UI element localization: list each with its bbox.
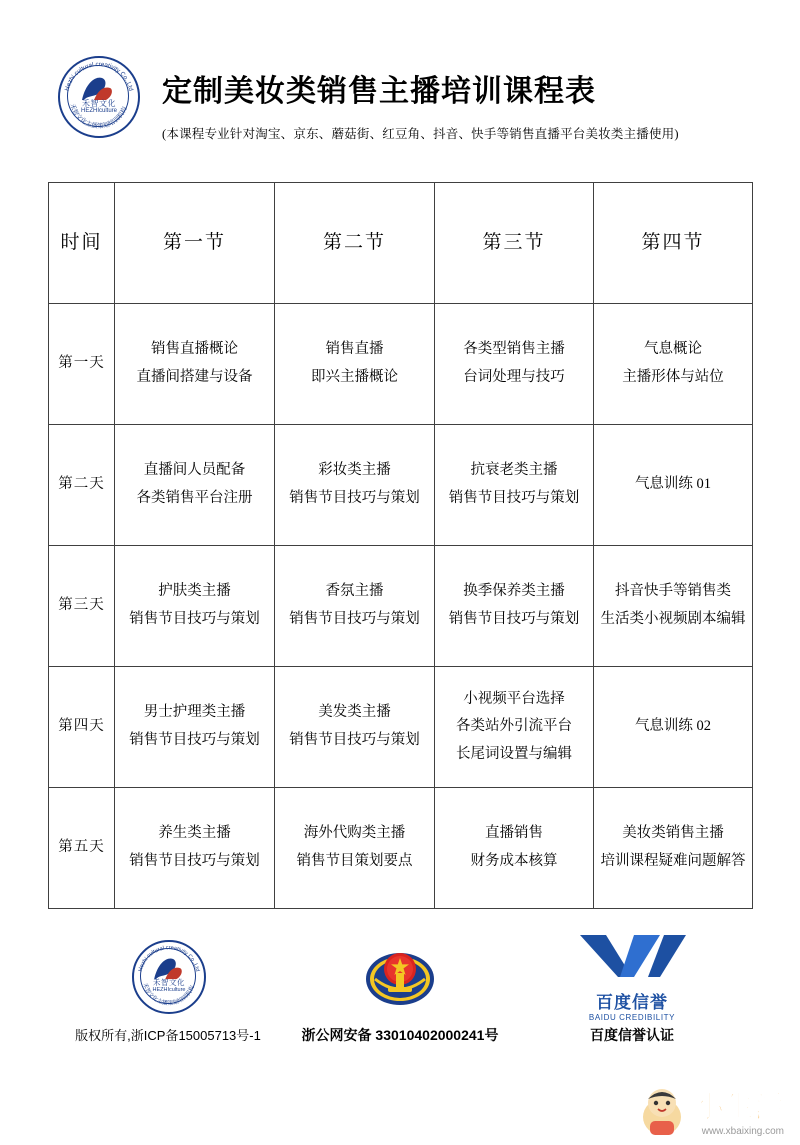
cell-line: 销售节目技巧与策划	[129, 853, 260, 869]
watermark-text-en: www.xbaixing.com	[701, 1126, 784, 1137]
row-day-label: 第四天	[49, 667, 115, 788]
schedule-table	[48, 182, 753, 909]
cell-line: 财务成本核算	[470, 853, 558, 869]
icp-license-text: 版权所有,浙ICP备15005713号-1	[75, 1028, 261, 1043]
table-row	[49, 667, 753, 788]
cell-line: 彩妆类主播	[318, 462, 391, 479]
footer-item-police	[284, 935, 516, 1045]
table-cell	[435, 788, 594, 909]
cell-line: 销售节目技巧与策划	[129, 611, 260, 627]
table-row	[49, 304, 753, 425]
table-cell	[275, 304, 435, 425]
cell-line: 美妆类销售主播	[622, 825, 724, 842]
baidu-mark-en: BAIDU CREDIBILITY	[588, 1012, 676, 1022]
svg-text:Hezhi cultural creativity Co.,: Hezhi cultural creativity Co.,Ltd	[137, 945, 201, 973]
svg-text:禾智文化主播策划培训机构: 禾智文化主播策划培训机构	[68, 102, 129, 131]
row-day-label: 第五天	[49, 788, 115, 909]
schedule-table-body	[49, 304, 753, 909]
baidu-mark-cn: 百度信誉	[596, 992, 668, 1012]
table-header-row	[49, 183, 753, 304]
table-cell	[435, 304, 594, 425]
cell-line: 各类型销售主播	[463, 341, 565, 358]
logo-arc-bottom-text	[134, 942, 204, 1012]
svg-text:禾智文化主播策划培训机构: 禾智文化主播策划培训机构	[141, 982, 196, 1007]
cell-line: 培训课程疑难问题解答	[600, 853, 746, 869]
cell-line: 气息训练 02	[634, 718, 712, 735]
baidu-credibility-icon	[557, 931, 707, 1022]
row-day-label: 第三天	[49, 546, 115, 667]
table-cell	[594, 667, 753, 788]
table-cell	[115, 304, 275, 425]
table-cell	[275, 425, 435, 546]
cell-line: 直播间人员配备	[143, 462, 246, 479]
cell-line: 各类站外引流平台	[456, 718, 572, 735]
cell-line: 销售节目技巧与策划	[289, 732, 420, 748]
cell-line: 气息概论	[644, 341, 702, 358]
cell-line: 长尾词设置与编辑	[456, 745, 572, 762]
table-cell	[435, 667, 594, 788]
logo-text-cn: 禾智文化	[153, 978, 185, 987]
cell-line: 台词处理与技巧	[463, 369, 565, 385]
column-header-period-1: 第一节	[115, 183, 275, 304]
title-block	[162, 52, 679, 142]
cell-line: 换季保养类主播	[463, 583, 565, 600]
cell-line: 直播间搭建与设备	[136, 369, 253, 385]
police-emblem-icon	[363, 939, 437, 1013]
cell-line: 男士护理类主播	[143, 704, 246, 721]
cell-line: 生活类小视频剧本编辑	[600, 611, 746, 627]
brand-logo	[52, 52, 144, 144]
page-subtitle: (本课程专业针对淘宝、京东、蘑菇街、红豆角、抖音、快手等销售直播平台美妆类主播使用)	[162, 127, 679, 141]
cell-line: 抖音快手等销售类	[615, 583, 731, 600]
cell-line: 销售节目技巧与策划	[289, 490, 420, 506]
table-cell	[435, 425, 594, 546]
row-day-label: 第二天	[49, 425, 115, 546]
logo-text-en: HEZHIculture	[80, 108, 117, 114]
logo-arc-bottom-text	[60, 58, 138, 136]
cell-line: 销售节目策划要点	[296, 853, 413, 869]
table-row	[49, 788, 753, 909]
logo-text-cn: 禾智文化	[82, 99, 116, 108]
table-row	[49, 425, 753, 546]
table-cell	[115, 546, 275, 667]
cell-line: 香氛主播	[325, 583, 384, 600]
table-row	[49, 546, 753, 667]
cell-line: 销售节目技巧与策划	[448, 490, 580, 506]
table-cell	[115, 667, 275, 788]
cell-line: 销售直播概论	[151, 341, 238, 358]
table-cell	[115, 425, 275, 546]
schedule-table-wrap	[48, 182, 752, 909]
page-header	[0, 0, 800, 144]
table-cell	[594, 788, 753, 909]
mascot-icon	[636, 1081, 688, 1137]
column-header-period-3: 第三节	[435, 183, 594, 304]
page-title: 定制美妆类销售主播培训课程表	[162, 75, 596, 108]
column-header-period-4: 第四节	[594, 183, 753, 304]
page-footer	[0, 935, 800, 1045]
table-cell	[275, 788, 435, 909]
cell-line: 气息训练 01	[634, 476, 712, 493]
hezhi-logo-icon	[58, 56, 140, 138]
cell-line: 直播销售	[485, 825, 543, 842]
hezhi-logo-icon	[132, 940, 204, 1012]
cell-line: 海外代购类主播	[303, 825, 406, 842]
column-header-period-2: 第二节	[275, 183, 435, 304]
cell-line: 主播形体与站位	[622, 369, 724, 385]
cell-line: 销售直播	[325, 341, 384, 358]
baidu-certification-text: 百度信誉认证	[590, 1027, 674, 1043]
table-cell	[115, 788, 275, 909]
cell-line: 抗衰老类主播	[470, 462, 558, 479]
column-header-time: 时间	[49, 183, 115, 304]
cell-line: 销售节目技巧与策划	[448, 611, 580, 627]
table-cell	[275, 546, 435, 667]
table-cell	[594, 546, 753, 667]
watermark-text-cn: 小生活	[694, 1091, 784, 1124]
cell-line: 销售节目技巧与策划	[289, 611, 420, 627]
footer-item-icp	[52, 935, 284, 1044]
police-license-text: 浙公网安备 33010402000241号	[301, 1027, 499, 1043]
table-cell	[594, 425, 753, 546]
row-day-label: 第一天	[49, 304, 115, 425]
cell-line: 各类销售平台注册	[136, 490, 253, 506]
logo-text-en: HEZHIculture	[152, 987, 186, 993]
cell-line: 即兴主播概论	[311, 369, 398, 385]
footer-item-baidu	[516, 935, 748, 1045]
site-watermark	[636, 1081, 784, 1137]
baidu-v-icon	[572, 931, 692, 981]
cell-line: 销售节目技巧与策划	[129, 732, 260, 748]
table-cell	[275, 667, 435, 788]
cell-line: 小视频平台选择	[463, 690, 565, 707]
cell-line: 养生类主播	[158, 825, 231, 842]
cell-line: 美发类主播	[318, 704, 391, 721]
table-cell	[594, 304, 753, 425]
table-cell	[435, 546, 594, 667]
cell-line: 护肤类主播	[158, 583, 231, 600]
svg-text:Hezhi cultural creativity Co.,: Hezhi cultural creativity Co.,Ltd	[63, 60, 135, 92]
